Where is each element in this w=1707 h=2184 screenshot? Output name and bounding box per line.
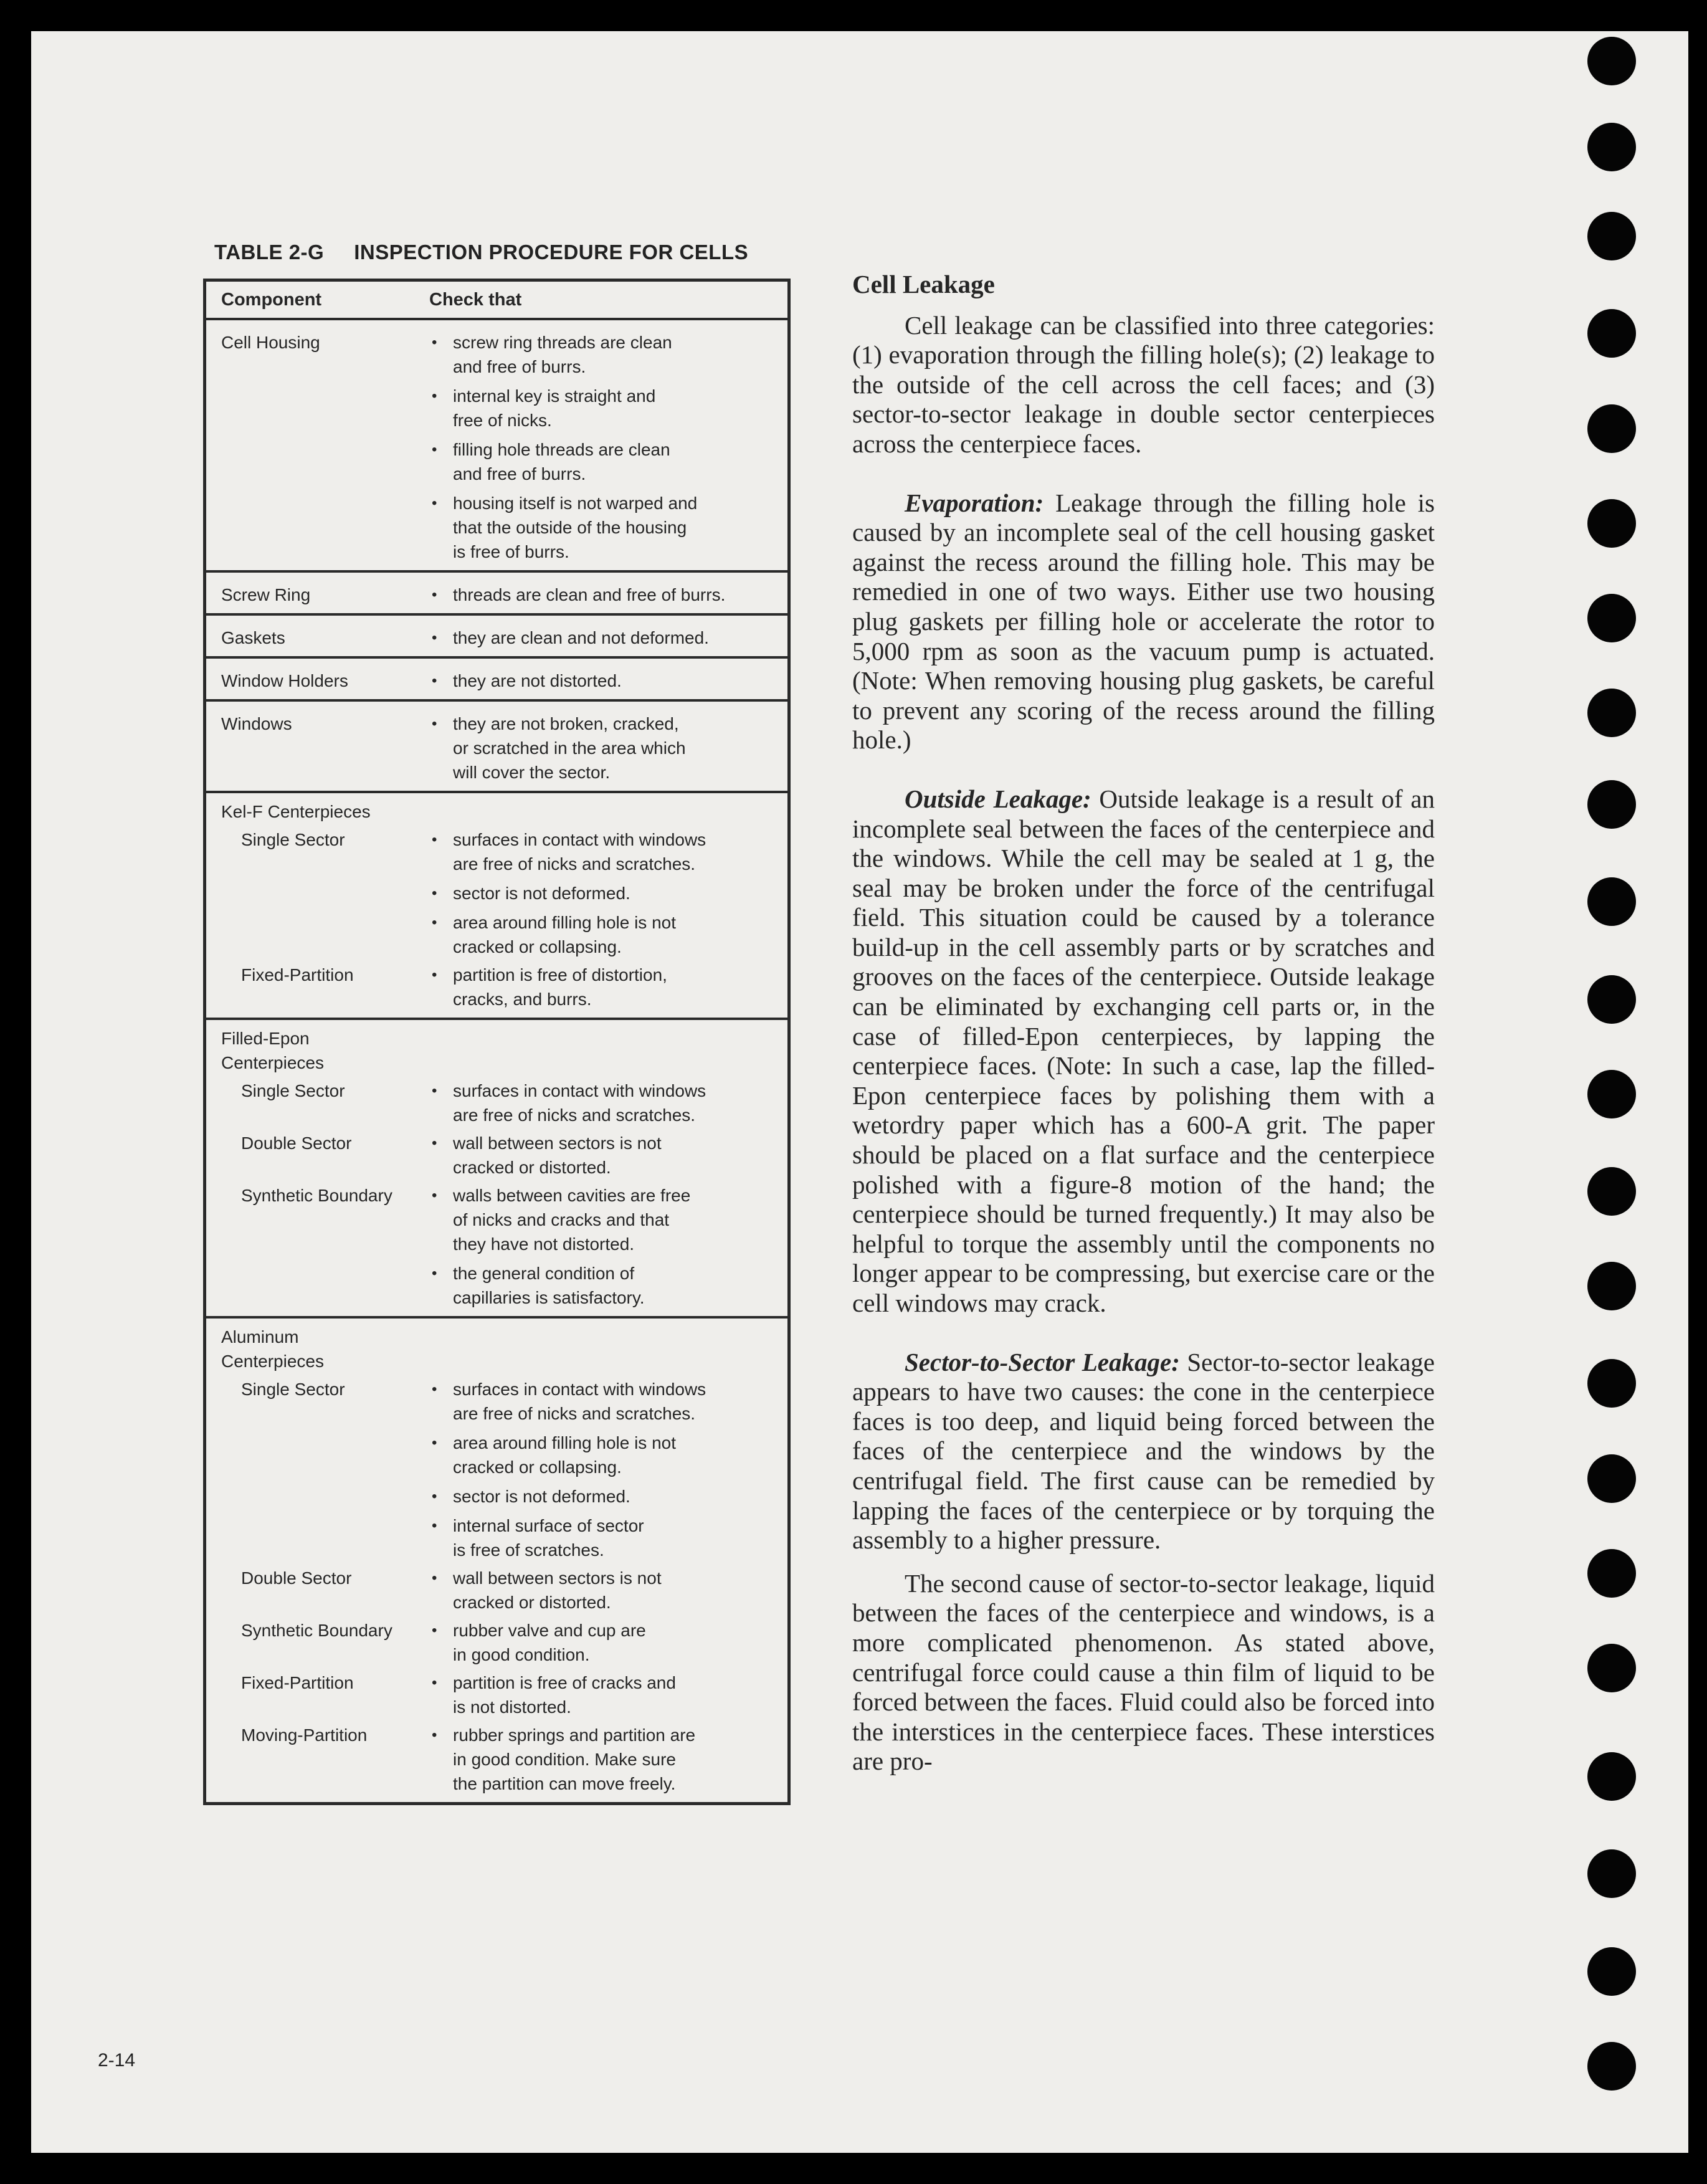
check-item: [429, 1261, 787, 1310]
component-label: Single Sector: [241, 1081, 345, 1100]
paragraph-text: Outside leakage is a result of an incomplete seal between the faces of the centerpiece and the windows. While the cell may be sealed at 1 g, the seal may be broken under the force of the centrifugal field. This situation could be caused by a tolerance build-up in the cell assembly parts or by scratches and grooves on the faces of the centerpiece. Outside leakage can be eliminated by exchanging cell parts or, in the case of filled-Epon centerpieces, by lapping the centerpiece faces. (Note: In such a case, lap the filled-Epon centerpiece faces by polishing them with a wetordry paper which has a 600-A grit. The paper should be placed on a flat surface and the centerpiece polished with a figure-8 motion of the hand; the centerpiece should be turned frequently.) It may also be helpful to torque the assembly until the components no longer appear to be compressing, but exercise care or the cell windows may crack.: [852, 784, 1435, 1317]
check-item: [429, 669, 787, 693]
bullet-icon: •: [432, 672, 437, 689]
paragraph-lead: Evaporation:: [905, 488, 1044, 517]
component-label: Window Holders: [221, 671, 348, 690]
check-item: [429, 712, 787, 784]
check-item: [429, 1183, 787, 1256]
check-list: [429, 626, 787, 650]
table-row: [206, 827, 787, 959]
paragraph-lead: Sector-to-Sector Leakage:: [905, 1347, 1180, 1376]
check-text: threads are clean and free of burrs.: [453, 585, 726, 604]
table-row: [206, 1618, 787, 1667]
binder-hole-icon: [1587, 594, 1636, 642]
table-row: [206, 669, 787, 693]
binder-hole-icon: [1587, 1549, 1636, 1598]
bullet-icon: •: [432, 1082, 437, 1099]
check-text: they are clean and not deformed.: [453, 628, 709, 647]
binder-hole-icon: [1587, 1070, 1636, 1118]
component-label: Windows: [221, 714, 292, 733]
check-text: area around filling hole is not cracked or collapsing.: [453, 913, 677, 956]
check-list: [429, 583, 787, 607]
bullet-icon: •: [432, 1187, 437, 1204]
paragraph: [852, 311, 1435, 459]
check-item: [429, 1484, 787, 1509]
check-list: [429, 1618, 787, 1667]
binder-hole-icon: [1587, 1752, 1636, 1801]
table-row: [206, 1671, 787, 1719]
check-item: [429, 1377, 787, 1426]
paragraph-text: Cell leakage can be classified into three categories: (1) evaporation through the filling hole(s); (2) leakage to the outside of the cell across the cell faces; and (3) sector-to-sector leakage in double sector centerpieces across the centerpiece faces.: [852, 310, 1435, 458]
table-section: [206, 573, 787, 616]
check-item: [429, 1566, 787, 1614]
check-item: [429, 1431, 787, 1479]
table-row: [206, 963, 787, 1011]
binder-hole-icon: [1587, 309, 1636, 358]
check-text: screw ring threads are clean and free of burrs.: [453, 333, 672, 376]
binder-hole-icon: [1587, 1644, 1636, 1692]
component-label: Gaskets: [221, 628, 285, 647]
bullet-icon: •: [432, 1570, 437, 1586]
bullet-icon: •: [432, 715, 437, 732]
check-list: [429, 330, 787, 564]
check-item: [429, 626, 787, 650]
bullet-icon: •: [432, 629, 437, 646]
check-text: rubber springs and partition are in good condition. Make sure the partition can move freely.: [453, 1725, 696, 1793]
table-section: [206, 1020, 787, 1319]
binder-hole-icon: [1587, 123, 1636, 171]
check-item: [429, 583, 787, 607]
check-item: [429, 384, 787, 432]
check-item: [429, 963, 787, 1011]
check-text: rubber valve and cup are in good condition.: [453, 1621, 646, 1664]
binder-hole-icon: [1587, 780, 1636, 829]
component-label: Synthetic Boundary: [241, 1186, 392, 1205]
check-text: they are not distorted.: [453, 671, 622, 690]
check-text: surfaces in contact with windows are free of nicks and scratches.: [453, 1380, 706, 1423]
check-text: the general condition of capillaries is satisfactory.: [453, 1264, 645, 1307]
binder-hole-icon: [1587, 404, 1636, 453]
check-list: [429, 1131, 787, 1180]
check-item: [429, 1079, 787, 1127]
table-row: [206, 583, 787, 607]
table-row: [206, 626, 787, 650]
table-row: [206, 1131, 787, 1180]
check-text: housing itself is not warped and that the outside of the housing is free of burrs.: [453, 494, 698, 561]
check-item: [429, 1514, 787, 1562]
check-list: [429, 1566, 787, 1614]
bullet-icon: •: [432, 334, 437, 351]
binder-hole-icon: [1587, 1454, 1636, 1503]
component-label: Double Sector: [241, 1133, 352, 1153]
page-number: 2-14: [98, 2050, 136, 2071]
component-label: Cell Housing: [221, 333, 320, 352]
binder-hole-icon: [1587, 2042, 1636, 2091]
check-text: surfaces in contact with windows are free of nicks and scratches.: [453, 1081, 706, 1125]
inspection-table: [203, 279, 791, 1805]
table-row: [206, 1183, 787, 1310]
table-row: [206, 330, 787, 564]
check-item: [429, 1723, 787, 1796]
check-text: internal key is straight and free of nicks.: [453, 386, 656, 430]
table-caption: [214, 241, 748, 264]
check-item: [429, 910, 787, 959]
check-text: partition is free of cracks and is not distorted.: [453, 1673, 676, 1717]
check-list: [429, 1671, 787, 1719]
check-text: sector is not deformed.: [453, 1487, 630, 1506]
check-text: surfaces in contact with windows are free of nicks and scratches.: [453, 830, 706, 874]
table-section: [206, 702, 787, 793]
table-section: [206, 320, 787, 573]
check-item: [429, 881, 787, 905]
header-check-that: Check that: [429, 289, 522, 310]
paragraph-text: The second cause of sector-to-sector leakage, liquid between the faces of the centerpiece and windows, is a more complicated phenomenon. As stated above, centrifugal force could cause a thin film of liquid to be forced between the faces. Fluid could also be forced into the interstices in the centerpiece faces. These interstices are pro-: [852, 1568, 1435, 1776]
check-list: [429, 963, 787, 1011]
bullet-icon: •: [432, 441, 437, 458]
bullet-icon: •: [432, 1488, 437, 1505]
check-text: area around filling hole is not cracked or collapsing.: [453, 1433, 677, 1477]
binder-hole-icon: [1587, 212, 1636, 260]
binder-hole-icon: [1587, 37, 1636, 85]
binder-hole-icon: [1587, 1359, 1636, 1408]
paragraph-lead: Outside Leakage:: [905, 784, 1091, 813]
binder-hole-icon: [1587, 1167, 1636, 1216]
check-text: they are not broken, cracked, or scratched in the area which will cover the sector.: [453, 714, 686, 782]
component-label: Single Sector: [241, 1380, 345, 1399]
check-text: internal surface of sector is free of scratches.: [453, 1516, 644, 1560]
bullet-icon: •: [432, 495, 437, 512]
table-row: [206, 1723, 787, 1796]
paragraph: [852, 1569, 1435, 1776]
header-component: Component: [221, 289, 322, 310]
binder-hole-icon: [1587, 975, 1636, 1024]
check-item: [429, 491, 787, 564]
check-item: [429, 1131, 787, 1180]
binder-hole-icon: [1587, 689, 1636, 737]
check-list: [429, 1183, 787, 1310]
bullet-icon: •: [432, 1517, 437, 1534]
paragraph: [852, 784, 1435, 1319]
bullet-icon: •: [432, 1265, 437, 1282]
check-list: [429, 1377, 787, 1562]
component-group-label: Aluminum Centerpieces: [221, 1327, 324, 1371]
table-section: [206, 616, 787, 659]
table-section: [206, 1319, 787, 1802]
check-text: wall between sectors is not cracked or distorted.: [453, 1568, 662, 1612]
table-title: INSPECTION PROCEDURE FOR CELLS: [354, 241, 749, 264]
paragraph: [852, 1348, 1435, 1555]
bullet-icon: •: [432, 1135, 437, 1152]
article-column: [852, 270, 1435, 1806]
check-list: [429, 1723, 787, 1796]
check-list: [429, 712, 787, 784]
document-page: [31, 31, 1688, 2153]
table-body: [206, 320, 787, 1802]
bullet-icon: •: [432, 1381, 437, 1398]
check-list: [429, 669, 787, 693]
article-body: [852, 311, 1435, 1776]
paragraph-text: Leakage through the filling hole is caused by an incomplete seal of the cell housing gasket against the recess around the filling hole. This may be remedied in one of two ways. Either use two housing plug gaskets per filling hole or accelerate the rotor to 5,000 rpm as soon as the vacuum pump is actuated. (Note: When removing housing plug gaskets, be careful to prevent any scoring of the recess around the filling hole.): [852, 488, 1435, 755]
component-label: Fixed-Partition: [241, 1673, 354, 1692]
table-row: [206, 1566, 787, 1614]
component-label: Screw Ring: [221, 585, 311, 604]
check-text: partition is free of distortion, cracks, and burrs.: [453, 965, 667, 1009]
paragraph-text: Sector-to-sector leakage appears to have two causes: the cone in the centerpiece faces is too deep, and liquid being forced between the faces of the centerpiece and the windows by the centrifugal field. The first cause can be remedied by lapping the faces of the centerpiece or by torquing the assembly to a higher pressure.: [852, 1347, 1435, 1555]
binder-hole-icon: [1587, 877, 1636, 926]
check-text: wall between sectors is not cracked or distorted.: [453, 1133, 662, 1177]
table-section: [206, 659, 787, 702]
check-text: walls between cavities are free of nicks and cracks and that they have not distorted.: [453, 1186, 691, 1254]
paragraph: [852, 489, 1435, 755]
table-row: [206, 1079, 787, 1127]
component-label: Synthetic Boundary: [241, 1621, 392, 1640]
binder-hole-icon: [1587, 1947, 1636, 1996]
table-number: TABLE 2-G: [214, 241, 325, 264]
component-group-label: Kel-F Centerpieces: [221, 802, 371, 821]
component-label: Fixed-Partition: [241, 965, 354, 985]
bullet-icon: •: [432, 831, 437, 848]
bullet-icon: •: [432, 885, 437, 902]
component-label: Single Sector: [241, 830, 345, 849]
bullet-icon: •: [432, 1434, 437, 1451]
table-row: [206, 712, 787, 784]
bullet-icon: •: [432, 914, 437, 931]
section-heading: Cell Leakage: [852, 270, 995, 298]
table-row: [206, 1377, 787, 1562]
bullet-icon: •: [432, 966, 437, 983]
check-text: sector is not deformed.: [453, 884, 630, 903]
check-item: [429, 437, 787, 486]
check-item: [429, 330, 787, 379]
check-item: [429, 827, 787, 876]
binder-hole-icon: [1587, 1849, 1636, 1898]
table-header-row: [206, 282, 787, 320]
binder-hole-icon: [1587, 1262, 1636, 1310]
check-item: [429, 1671, 787, 1719]
bullet-icon: •: [432, 388, 437, 404]
bullet-icon: •: [432, 1674, 437, 1691]
component-label: Moving-Partition: [241, 1725, 368, 1745]
component-label: Double Sector: [241, 1568, 352, 1588]
table-section: [206, 793, 787, 1020]
check-list: [429, 1079, 787, 1127]
binder-hole-icon: [1587, 499, 1636, 548]
bullet-icon: •: [432, 1622, 437, 1639]
bullet-icon: •: [432, 1727, 437, 1743]
component-group-label: Filled-Epon Centerpieces: [221, 1029, 324, 1072]
check-text: filling hole threads are clean and free of burrs.: [453, 440, 670, 484]
check-list: [429, 827, 787, 959]
check-item: [429, 1618, 787, 1667]
bullet-icon: •: [432, 586, 437, 603]
